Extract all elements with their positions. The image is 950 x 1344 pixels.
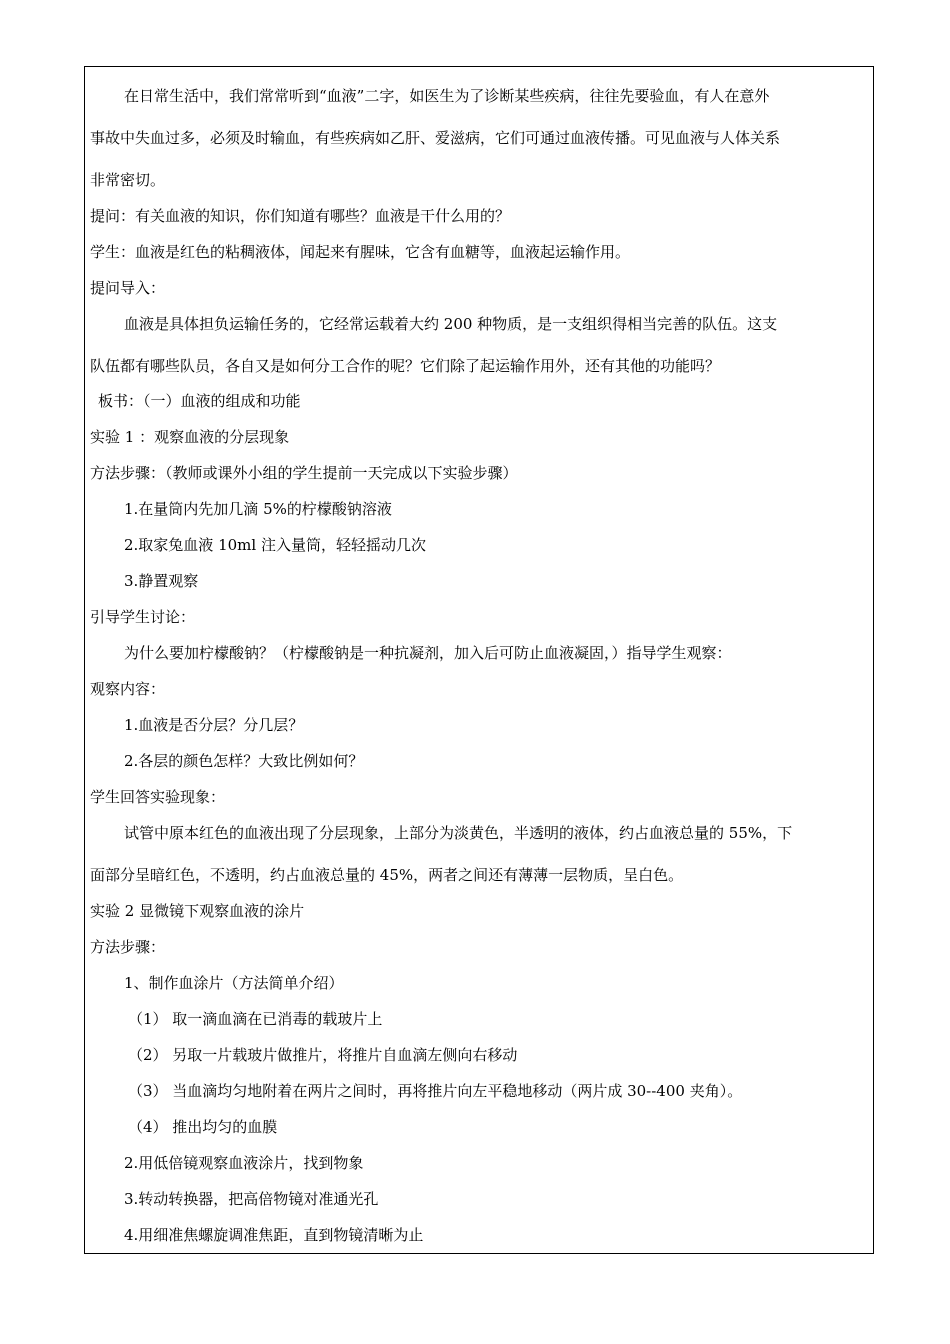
step-item: 1、制作血涂片（方法简单介绍） — [124, 974, 344, 992]
substep-item: （3） 当血滴均匀地附着在两片之间时，再将推片向左平稳地移动（两片成 30--400 夹角）。 — [128, 1082, 743, 1100]
question-line: 提问：有关血液的知识，你们知道有哪些？血液是干什么用的？ — [90, 207, 511, 225]
substep-item: （4） 推出均匀的血膜 — [128, 1118, 278, 1136]
step-item: 4.用细准焦螺旋调准焦距，直到物镜清晰为止 — [124, 1226, 424, 1244]
substep-item: （2） 另取一片载玻片做推片，将推片自血滴左侧向右移动 — [128, 1046, 518, 1064]
section-label: 提问导入： — [90, 279, 166, 297]
paragraph-line: 为什么要加柠檬酸钠？（柠檬酸钠是一种抗凝剂，加入后可防止血液凝固，）指导学生观察： — [124, 644, 732, 662]
paragraph-line: 队伍都有哪些队员，各自又是如何分工合作的呢？它们除了起运输作用外，还有其他的功能吗？ — [90, 357, 721, 375]
observe-item: 1.血液是否分层？分几层？ — [124, 716, 304, 734]
experiment-heading: 实验 1 ：观察血液的分层现象 — [90, 428, 290, 446]
observe-item: 2.各层的颜色怎样？大致比例如何？ — [124, 752, 364, 770]
paragraph-line: 试管中原本红色的血液出现了分层现象，上部分为淡黄色，半透明的液体，约占血液总量的 55%，下 — [124, 824, 793, 842]
section-label: 学生回答实验现象： — [90, 788, 226, 806]
step-item: 1.在量筒内先加几滴 5%的柠檬酸钠溶液 — [124, 500, 392, 518]
paragraph-line: 面部分呈暗红色，不透明，约占血液总量的 45%，两者之间还有薄薄一层物质，呈白色。 — [90, 866, 684, 884]
substep-item: （1） 取一滴血滴在已消毒的载玻片上 — [128, 1010, 383, 1028]
step-item: 2.取家兔血液 10ml 注入量筒，轻轻摇动几次 — [124, 536, 426, 554]
step-item: 2.用低倍镜观察血液涂片，找到物象 — [124, 1154, 364, 1172]
method-heading: 方法步骤：（教师或课外小组的学生提前一天完成以下实验步骤） — [90, 464, 518, 482]
paragraph-line: 非常密切。 — [90, 171, 166, 189]
student-answer-line: 学生：血液是红色的粘稠液体，闻起来有腥味，它含有血糖等，血液起运输作用。 — [90, 243, 631, 261]
method-heading: 方法步骤： — [90, 938, 166, 956]
section-label: 引导学生讨论： — [90, 608, 196, 626]
step-item: 3.转动转换器，把高倍物镜对准通光孔 — [124, 1190, 379, 1208]
step-item: 3.静置观察 — [124, 572, 199, 590]
paragraph-line: 事故中失血过多，必须及时输血，有些疾病如乙肝、爱滋病，它们可通过血液传播。可见血液与人体关系 — [90, 129, 781, 147]
experiment-heading: 实验 2 显微镜下观察血液的涂片 — [90, 902, 305, 920]
board-heading: 板书：（一）血液的组成和功能 — [98, 392, 301, 410]
paragraph-line: 在日常生活中，我们常常听到“血液”二字，如医生为了诊断某些疾病，往往先要验血，有人在意外 — [124, 87, 770, 105]
paragraph-line: 血液是具体担负运输任务的，它经常运载着大约 200 种物质，是一支组织得相当完善的队伍。这支 — [124, 315, 778, 333]
section-label: 观察内容： — [90, 680, 166, 698]
